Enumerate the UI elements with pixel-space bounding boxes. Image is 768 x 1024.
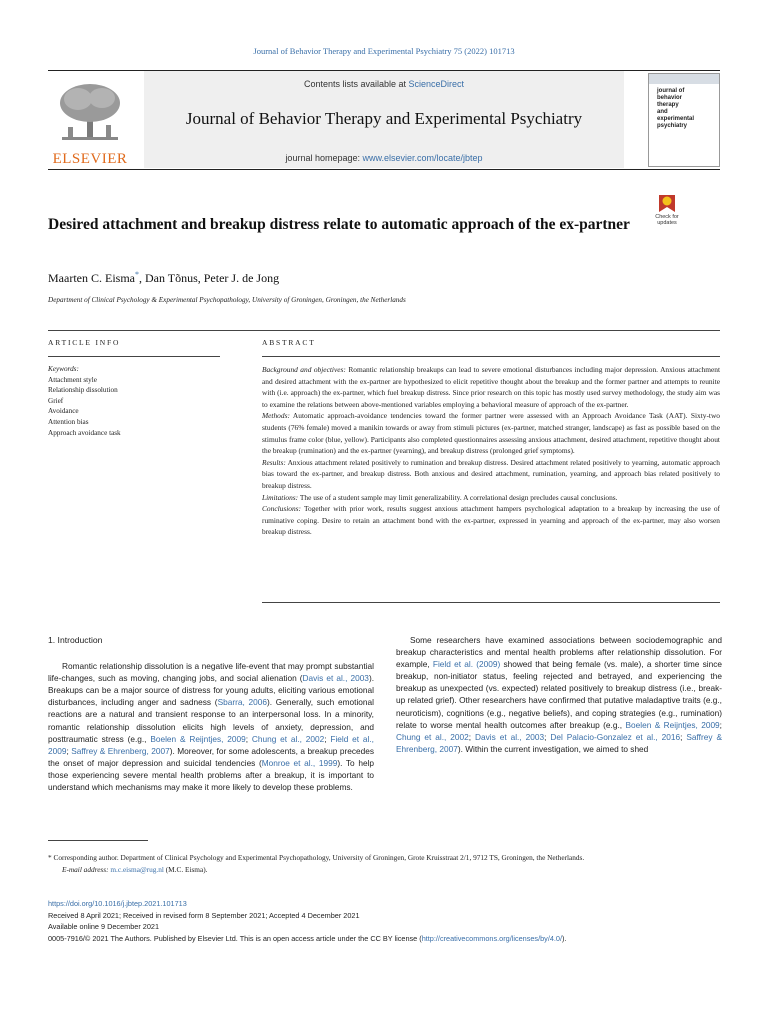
keyword: Approach avoidance task bbox=[48, 428, 121, 437]
footnotes bbox=[48, 852, 720, 875]
corresponding-author-note: * Corresponding author. Department of Clinical Psychology and Experimental Psychopathology, University of Groningen, Grote Kruisstraat 2/1, 9712 TS, Groningen, the Netherlands. bbox=[48, 853, 585, 862]
divider bbox=[48, 330, 720, 331]
text-run: ; bbox=[544, 731, 551, 742]
abstract-lead: Limitations: bbox=[262, 492, 299, 502]
text-run: ; bbox=[680, 731, 687, 742]
keyword: Attention bias bbox=[48, 417, 89, 426]
cover-line: experimental bbox=[657, 116, 695, 122]
article-info-label: ARTICLE INFO bbox=[48, 338, 121, 347]
text-run: ). Within the current investigation, we aimed to shed bbox=[457, 743, 649, 754]
author-name[interactable]: Maarten C. Eisma bbox=[48, 271, 135, 285]
email-suffix: (M.C. Eisma). bbox=[163, 864, 208, 874]
abstract-section bbox=[262, 503, 720, 538]
check-updates-icon bbox=[648, 192, 686, 214]
cover-line: and bbox=[657, 109, 668, 115]
corresponding-author-mark[interactable]: * bbox=[134, 270, 139, 279]
keyword: Avoidance bbox=[48, 407, 79, 416]
abstract-lead: Methods: bbox=[262, 411, 290, 421]
check-label-line: updates bbox=[657, 220, 677, 226]
journal-title: Journal of Behavior Therapy and Experimental Psychiatry bbox=[185, 109, 583, 128]
license-link[interactable]: http://creativecommons.org/licenses/by/4.0/ bbox=[421, 933, 563, 943]
citation-link[interactable]: Davis et al., 2003 bbox=[302, 673, 369, 684]
cover-line: therapy bbox=[657, 102, 679, 108]
keywords-title: Keywords: bbox=[48, 365, 79, 373]
homepage-line bbox=[144, 153, 624, 163]
text-run: ; bbox=[719, 719, 722, 730]
abstract-text: Together with prior work, results suggest anxious attachment hampers psychological adaptation to a breakup by increasing the use of ruminative coping. Desire to retain an attachment bond with the ex-partner, expressed in yearning and approach of the ex-partner, may also worsen breakup distress. bbox=[262, 504, 720, 537]
citation-link[interactable]: Sbarra, 2006 bbox=[217, 697, 267, 708]
text-run: ). Generally, such emotional reactions are a natural and transient response to an interpersonal loss. In a minority, romantic relationship dissolution elicits high levels of anxiety, depression, and posttraumatic stress (e.g., bbox=[48, 697, 374, 744]
cover-band bbox=[649, 74, 719, 84]
divider bbox=[262, 356, 720, 357]
divider bbox=[48, 356, 220, 357]
abstract-lead: Background and objectives: bbox=[262, 365, 346, 374]
sciencedirect-link[interactable]: ScienceDirect bbox=[408, 79, 465, 89]
license-prefix: 0005-7916/© 2021 The Authors. Published by Elsevier Ltd. This is an open access article under the CC BY license ( bbox=[48, 933, 422, 943]
email-label: E-mail address: bbox=[62, 864, 111, 874]
abstract-text: Romantic relationship breakups can lead to severe emotional disturbances including major depression. Anxious attachment and desired attachment with the ex-partner are hypothesized to elicit repetitive thought about the breakup and the former partner and attempts to reunite with (i.e. approach) the ex-partner, which fuel breakup distress. Since prior research on this topic has mostly used survey methodology, the study aim was to examine the relations between above-mentioned variables employing a behavioral measure of approach of the ex-partner. bbox=[262, 365, 720, 409]
abstract-text: Anxious attachment related positively to rumination and breakup distress. Desired attachment related positively to yearning, automatic approach bias toward the ex-partner, and breakup distress. Both anxious and desired attachment, rumination, yearning, and approach bias related positively to breakup distress. bbox=[262, 457, 720, 490]
received-dates: Received 8 April 2021; Received in revised form 8 September 2021; Accepted 4 December 2021 bbox=[48, 910, 360, 920]
elsevier-logo[interactable] bbox=[48, 73, 132, 169]
journal-homepage-link[interactable]: www.elsevier.com/locate/jbtep bbox=[362, 153, 483, 163]
contents-line bbox=[144, 79, 624, 89]
keyword: Grief bbox=[48, 396, 64, 405]
homepage-prefix: journal homepage: bbox=[285, 153, 363, 163]
abstract-lead: Conclusions: bbox=[262, 504, 302, 514]
doi-link[interactable]: https://doi.org/10.1016/j.jbtep.2021.101713 bbox=[48, 899, 187, 908]
abstract-body bbox=[262, 364, 720, 538]
contents-prefix: Contents lists available at bbox=[303, 79, 409, 89]
publisher-name: ELSEVIER bbox=[52, 151, 128, 167]
intro-paragraph-2 bbox=[396, 634, 722, 755]
running-head[interactable]: Journal of Behavior Therapy and Experimental Psychiatry 75 (2022) 101713 bbox=[253, 46, 515, 56]
body-column-right bbox=[396, 634, 722, 755]
check-updates-label bbox=[648, 214, 686, 226]
abstract-label: ABSTRACT bbox=[262, 338, 316, 347]
text-run: ). To help those experiencing severe mental health problems after a breakup, it is important to understand which mechanisms may make it more likely to develop these problems. bbox=[48, 757, 375, 793]
keywords-block bbox=[48, 364, 238, 438]
citation-link[interactable]: Saffrey & Ehrenberg, 2007 bbox=[396, 731, 722, 754]
text-run: ; bbox=[468, 731, 476, 742]
abstract-text: Automatic approach-avoidance tendencies toward the former partner were assessed with an Approach Avoidance Task (AAT). Sixty-two students (76% female) moved a manikin towards or away from stimuli pictures (ex-partner, matched stranger, landscape) as fast as possible based on the stimulus frame color (blue, yellow). Participants also completed questionnaires assessing anxious attachment, desired attachment, repetitive thought about the breakup (rumination) and the ex-partner (yearning), and breakup distress (prolonged grief symptoms). bbox=[262, 411, 720, 456]
masthead-center bbox=[144, 71, 624, 168]
citation-link[interactable]: Saffrey & Ehrenberg, 2007 bbox=[71, 745, 170, 756]
citation-link[interactable]: Field et al., 2009 bbox=[48, 733, 374, 756]
license-line bbox=[48, 933, 720, 945]
cover-line: psychiatry bbox=[657, 123, 688, 129]
abstract-section bbox=[262, 457, 720, 492]
journal-masthead bbox=[48, 70, 720, 170]
email-link[interactable]: m.c.eisma@rug.nl bbox=[110, 864, 164, 874]
affiliation: Department of Clinical Psychology & Experimental Psychopathology, University of Groningen, Groningen, the Netherlands bbox=[48, 296, 406, 304]
citation-link[interactable]: Field et al. (2009) bbox=[432, 659, 501, 670]
coauthor-names[interactable]: , Dan Tõnus, Peter J. de Jong bbox=[138, 271, 280, 285]
citation-link[interactable]: Boelen & Reijntjes, 2009 bbox=[150, 733, 246, 744]
text-run: Romantic relationship dissolution is a negative life-event that may prompt substantial life-changes, such as moving, changing jobs, and social alienation ( bbox=[48, 661, 374, 684]
citation-link[interactable]: Del Palacio-Gonzalez et al., 2016 bbox=[550, 731, 681, 742]
intro-paragraph-1 bbox=[48, 660, 374, 793]
citation-link[interactable]: Chung et al., 2002 bbox=[396, 731, 469, 742]
citation-link[interactable]: Chung et al., 2002 bbox=[251, 733, 325, 744]
text-run: showed that being female (vs. male), a shorter time since breakup, non-initiator status, feeling rejected and betrayed, and experiencing the breakup as unexpected (vs. expected) related positively to breakup distress (i.e., break-up related grief). Other researchers have confirmed that putative maladaptive traits (e.g., neuroticism), cognitions (e.g., negative beliefs), and coping strategies (e.g., rumination) relate to worse mental health outcomes after breakup (e.g., bbox=[396, 659, 722, 730]
journal-cover-thumbnail[interactable] bbox=[648, 73, 720, 167]
cover-line: behavior bbox=[657, 95, 683, 101]
license-suffix: ). bbox=[562, 933, 567, 943]
footnote-divider bbox=[48, 840, 148, 841]
text-run: ; bbox=[245, 733, 252, 744]
cover-line: journal of bbox=[657, 88, 685, 94]
abstract-section bbox=[262, 364, 720, 410]
article-metadata bbox=[48, 898, 720, 944]
section-heading: 1. Introduction bbox=[48, 635, 103, 645]
text-run: ; bbox=[324, 733, 331, 744]
abstract-lead: Results: bbox=[262, 457, 286, 467]
keyword: Attachment style bbox=[48, 375, 97, 384]
text-run: ; bbox=[66, 745, 72, 756]
keyword: Relationship dissolution bbox=[48, 386, 118, 395]
divider bbox=[262, 602, 720, 603]
citation-link[interactable]: Monroe et al., 1999 bbox=[261, 757, 338, 768]
tree-icon bbox=[56, 81, 124, 143]
citation-link[interactable]: Boelen & Reijntjes, 2009 bbox=[625, 719, 720, 730]
email-line bbox=[48, 864, 720, 876]
text-run: Some researchers have examined associations between sociodemographic and breakup characteristics and mental health problems after relationship dissolution. For example, bbox=[396, 635, 722, 670]
abstract-section bbox=[262, 492, 720, 504]
body-column-left bbox=[48, 634, 374, 793]
check-for-updates-button[interactable] bbox=[648, 192, 686, 238]
abstract-section bbox=[262, 410, 720, 456]
article-title: Desired attachment and breakup distress relate to automatic approach of the ex-partner bbox=[48, 216, 630, 233]
text-run: ). Breakups can be a major source of distress for young adults, eliciting various emotional disturbances, including anger and sadness ( bbox=[48, 673, 375, 708]
abstract-text: The use of a student sample may limit generalizability. A correlational design precludes causal conclusions. bbox=[298, 492, 618, 502]
available-online: Available online 9 December 2021 bbox=[48, 922, 160, 931]
cover-text bbox=[657, 88, 715, 130]
author-list bbox=[48, 270, 279, 286]
citation-link[interactable]: Davis et al., 2003 bbox=[475, 731, 545, 742]
check-label-line: Check for bbox=[655, 214, 679, 220]
text-run: ). Moreover, for some adolescents, a breakup precedes the onset of major depression and suicidal tendencies ( bbox=[48, 745, 374, 768]
